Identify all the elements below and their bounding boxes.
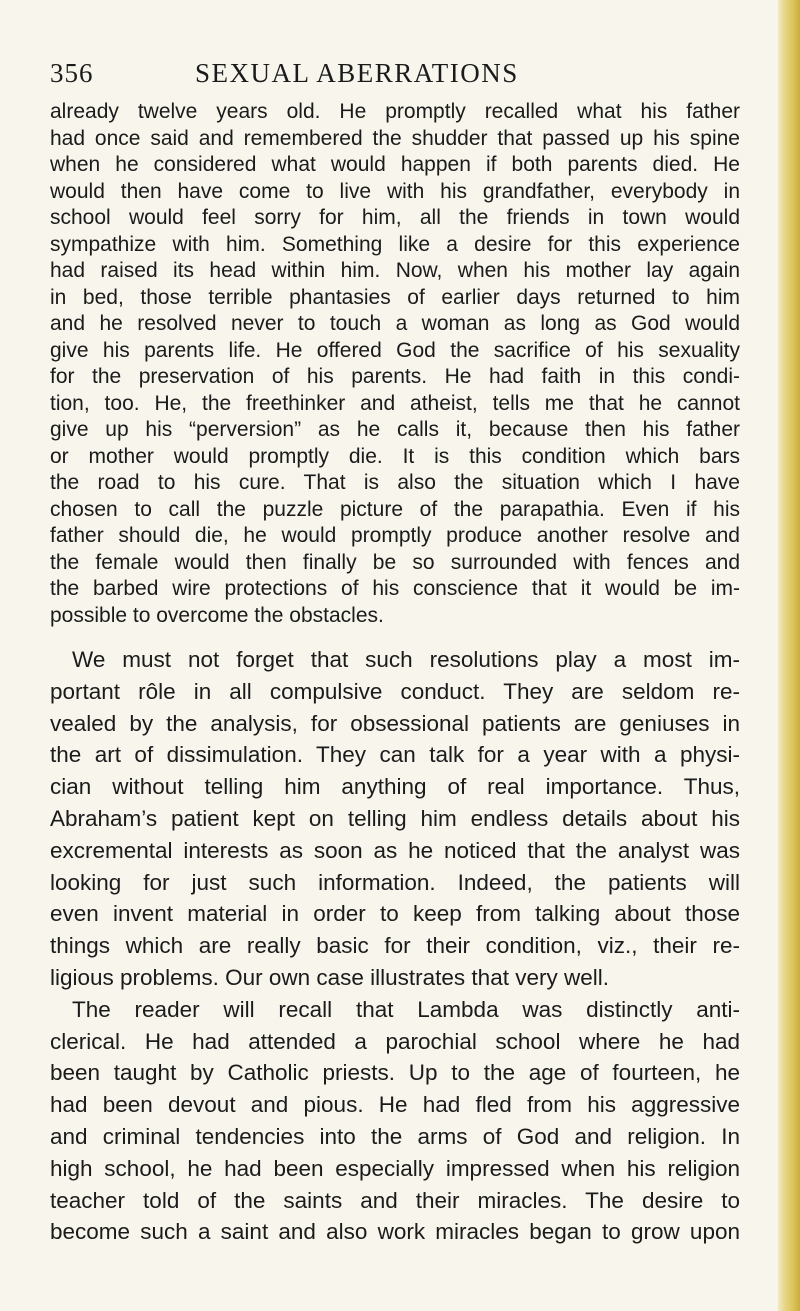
- text-line: looking for just such information. Indeed, the patients will: [50, 869, 740, 895]
- text-line: when he considered what would happen if both parents died. He: [50, 153, 740, 176]
- text-line: and criminal tendencies into the arms of God and religion. In: [50, 1123, 740, 1149]
- text-line: clerical. He had attended a parochial school where he had: [50, 1028, 740, 1054]
- text-line: give his parents life. He offered God the sacrifice of his sexuality: [50, 338, 740, 362]
- text-line: portant rôle in all compulsive conduct. They are seldom re-: [50, 678, 740, 704]
- text-line: the barbed wire protections of his conscience that it would be im-: [50, 577, 740, 600]
- text-line: would then have come to live with his grandfather, everybody in: [50, 179, 740, 203]
- text-line: and he resolved never to touch a woman as long as God would: [50, 312, 740, 335]
- page-header: [50, 58, 740, 98]
- text-line: father should die, he would promptly produce another resolve and: [50, 524, 740, 547]
- text-line: teacher told of the saints and their miracles. The desire to: [50, 1187, 740, 1213]
- paragraph-1: [50, 99, 740, 629]
- text-line: in bed, those terrible phantasies of earlier days returned to him: [50, 285, 740, 309]
- text-line: excremental interests as soon as he noticed that the analyst was: [50, 837, 740, 863]
- text-line: had once said and remembered the shudder that passed up his spine: [50, 126, 740, 150]
- text-line: tion, too. He, the freethinker and atheist, tells me that he cannot: [50, 391, 740, 415]
- text-line: had been devout and pious. He had fled from his aggressive: [50, 1092, 740, 1118]
- text-line: had raised its head within him. Now, when his mother lay again: [50, 259, 740, 282]
- text-line: high school, he had been especially impressed when his religion: [50, 1155, 740, 1181]
- text-line: the road to his cure. That is also the situation which I have: [50, 471, 740, 494]
- text-line: been taught by Catholic priests. Up to the age of fourteen, he: [50, 1060, 740, 1086]
- text-line: give up his “perversion” as he calls it, because then his father: [50, 418, 740, 441]
- text-line: become such a saint and also work miracles began to grow upon: [50, 1219, 740, 1245]
- paragraph-2: [50, 644, 740, 1248]
- text-line: the art of dissimulation. They can talk for a year with a physi-: [50, 742, 740, 768]
- text-line: sympathize with him. Something like a desire for this experience: [50, 232, 740, 256]
- text-line: cian without telling him anything of real importance. Thus,: [50, 774, 740, 800]
- text-line: possible to overcome the obstacles.: [50, 603, 384, 627]
- text-line: vealed by the analysis, for obsessional patients are geniuses in: [50, 710, 740, 736]
- page-number: 356: [50, 58, 94, 88]
- text-line: or mother would promptly die. It is this condition which bars: [50, 444, 740, 468]
- text-line: Abraham’s patient kept on telling him endless details about his: [50, 805, 740, 831]
- text-line: The reader will recall that Lambda was distinctly anti-: [72, 996, 740, 1022]
- text-line: for the preservation of his parents. He had faith in this condi-: [50, 365, 740, 388]
- text-line: We must not forget that such resolutions play a most im-: [72, 647, 740, 672]
- text-line: chosen to call the puzzle picture of the parapathia. Even if his: [50, 497, 740, 521]
- running-title: SEXUAL ABERRATIONS: [195, 58, 519, 88]
- page-edge: [778, 0, 800, 1311]
- text-line: ligious problems. Our own case illustrates that very well.: [50, 964, 609, 990]
- text-line: even invent material in order to keep from talking about those: [50, 901, 740, 927]
- text-line: already twelve years old. He promptly recalled what his father: [50, 100, 740, 123]
- text-line: things which are really basic for their condition, viz., their re-: [50, 933, 740, 959]
- text-line: the female would then finally be so surrounded with fences and: [50, 550, 740, 574]
- text-line: school would feel sorry for him, all the friends in town would: [50, 206, 740, 229]
